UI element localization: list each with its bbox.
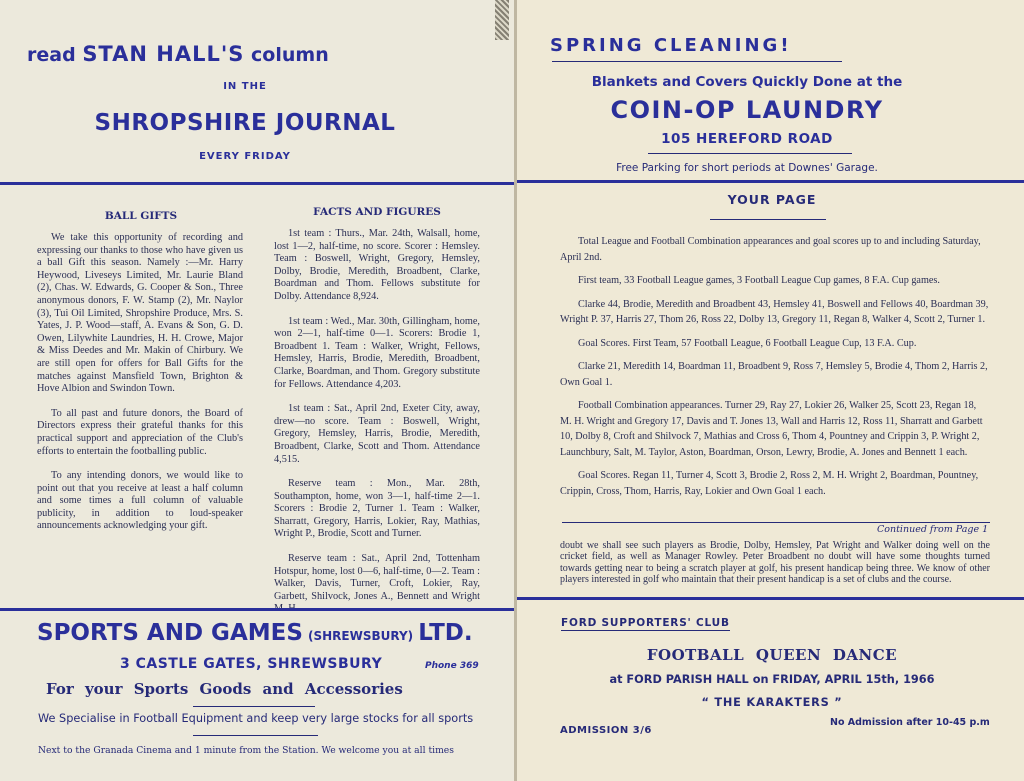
sports-ad-footer: Next to the Granada Cinema and 1 minute from the Station. We welcome you at all times — [38, 745, 454, 756]
match-report: 1st team : Thurs., Mar. 24th, Walsall, home, lost 1—2, half-time, no score. Scorer : Hemsley. Team : Boswell, Wright, Gregory, Hemsley, Dolby, Brodie, Meredith, Broadbent, Clarke, Boardman and Thom. Fellows substitute for Dolby. Attendance 8,924. — [274, 228, 480, 302]
stats-paragraph: Football Combination appearances. Turner 29, Ray 27, Lokier 26, Walker 25, Scott 23, Regan 18, M. H. Wright and Gregory 17, Davis and T. Jones 13, Wall and Harris 12, Ross 11, Sharratt and Garbett 10, Dolby 8, Croft and Shilvock 7, Mathias and Cross 6, Thom 4, Pountney and Crippin 3, P. Wright 2, Launchbury, Salt, M. Taylor, Aston, Boardman, Orson, Lewry, Brodie, A. Jones and Bennett 1 each. — [560, 400, 983, 458]
sports-ad-title — [37, 620, 473, 646]
facts-figures-article — [274, 228, 480, 628]
journal-column-text: column — [251, 44, 329, 66]
page-stain — [495, 0, 509, 40]
ball-gifts-article — [37, 232, 243, 545]
dance-band: “ THE KARAKTERS ” — [701, 696, 843, 709]
your-page-article — [560, 234, 990, 507]
divider — [710, 219, 826, 220]
stats-paragraph: Goal Scores. First Team, 57 Football League, 6 Football League Cup, 13 F.A. Cup. — [578, 337, 917, 349]
dance-admission: ADMISSION 3/6 — [560, 725, 652, 736]
stats-paragraph: Total League and Football Combination appearances and goal scores up to and including Saturday, April 2nd. — [560, 236, 981, 263]
divider — [193, 735, 318, 736]
sports-ad-specialise: We Specialise in Football Equipment and keep very large stocks for all sports — [38, 712, 474, 725]
laundry-line2: Blankets and Covers Quickly Done at the — [591, 74, 903, 90]
sports-ad-tagline: For your Sports Goods and Accessories — [46, 680, 403, 698]
dance-no-admission: No Admission after 10-45 p.m — [830, 717, 990, 728]
journal-ad-line1 — [27, 42, 329, 66]
stats-paragraph: Clarke 21, Meredith 14, Boardman 11, Broadbent 9, Ross 7, Hemsley 5, Brodie 4, Thom 2, Harris 2, Own Goal 1. — [560, 361, 988, 388]
ball-gifts-paragraph: To any intending donors, we would like to point out that you receive at least a half column and some times a full column of valuable publicity, in addition to loud-speaker announcements acknowledging your gift. — [37, 470, 243, 532]
stats-paragraph: Clarke 44, Brodie, Meredith and Broadbent 43, Hemsley 41, Boswell and Fellows 40, Boardman 39, Wright P. 37, Harris 27, Thom 26, Ross 22, Dolby 13, Gregory 11, Regan 8, Walker 4, Scott 2, Turner 1. — [560, 298, 989, 325]
ball-gifts-paragraph: We take this opportunity of recording and expressing our thanks to those who have given us a ball Gift this season. Namely :—Mr. Harry Heywood, Liveseys Limited, Mr. Laurie Bland (2), Chas. W. Edwards, G. Cooper & Son., Three anonymous donors, F. W. Stamp (2), Mr. Naylor (3), Tui Oil Limited, Shropshire Produce, Mrs. S. Yates, J. P. Wood—staff, A. Evans & Son, G. D. Owen, Lilywhite Laundries, H. H. Crowe, Major & Miss Deedes and Mr. Makin of Chirbury. We are still open for offers for Ball Gifts for the matches against Mansfield Town, Brighton & Hove Albion and Swindon Town. — [37, 232, 243, 395]
ball-gifts-paragraph: To all past and future donors, the Board of Directors express their grateful thanks for this practical support and appreciation of the Club's efforts to entertain the footballing public. — [37, 407, 243, 457]
match-report: Reserve team : Sat., April 2nd, Tottenham Hotspur, home, lost 0—6, half-time, 0—2. Team : Walker, Davis, Turner, Croft, Lokier, Ray, Garbett, Shilvock, Jones A., Bennett and Wright — [274, 553, 480, 602]
journal-every-friday: EVERY FRIDAY — [199, 151, 291, 162]
continued-text: doubt we shall see such players as Brodie, Dolby, Hemsley, Pat Wright and Walker doing well on the cricket field, as well as Manager Rowley. Peter Broadbent no doubt will have some thoughts turned towards getting near to being a scratch player at golf, his present handicap being three. We know of other players interested in golf who maintain that their present handicap is a set of clubs and the course. — [560, 540, 990, 585]
match-report: 1st team : Sat., April 2nd, Exeter City, away, drew—no score. Team : Boswell, Wright, Gregory, Hemsley, Harris, Brodie, Meredith, Broadbent, Clarke, Scott and Thom. Attendance 4,515. — [274, 403, 480, 465]
ball-gifts-heading: BALL GIFTS — [104, 210, 178, 222]
stats-paragraph: First team, 33 Football League games, 3 Football League Cup games, 8 F.A. Cup games. — [578, 275, 940, 286]
right-page — [517, 0, 1024, 781]
divider — [517, 597, 1024, 600]
sports-ad-ltd: LTD. — [418, 620, 473, 646]
sports-ad-name: SPORTS AND GAMES — [37, 620, 303, 646]
your-page-heading: YOUR PAGE — [727, 192, 817, 207]
dance-venue: at FORD PARISH HALL on FRIDAY, APRIL 15th, 1966 — [609, 673, 935, 686]
divider — [648, 153, 852, 154]
laundry-parking: Free Parking for short periods at Downes' Garage. — [616, 162, 878, 174]
journal-read-text: read — [27, 44, 76, 66]
divider — [552, 61, 842, 62]
journal-columnist: STAN HALL'S — [82, 42, 245, 66]
continued-label: Continued from Page 1 — [877, 524, 989, 535]
divider — [0, 608, 516, 611]
facts-figures-heading: FACTS AND FIGURES — [313, 206, 441, 218]
journal-in-the: IN THE — [223, 81, 267, 92]
divider — [517, 180, 1024, 183]
divider — [193, 706, 315, 707]
sports-ad-address: 3 CASTLE GATES, SHREWSBURY — [120, 656, 383, 672]
stats-paragraph: Goal Scores. Regan 11, Turner 4, Scott 3, Brodie 2, Ross 2, M. H. Wright 2, Boardman, Pountney, Crippin, Cross, Thom, Harris, Ray, Lokier and Own Goal 1 each. — [560, 470, 979, 497]
match-report: Reserve team : Mon., Mar. 28th, Southampton, home, won 3—1, half-time 2—1. Scorers : Brodie 2, Turner 1. Team : Walker, Sharratt, Gregory, Harris, Lokier, Ray, Mathias, Wright P., Brodie, Scott and Turner. — [274, 478, 480, 540]
divider — [0, 182, 516, 185]
divider — [562, 522, 990, 523]
journal-title: SHROPSHIRE JOURNAL — [94, 110, 396, 136]
match-report: 1st team : Wed., Mar. 30th, Gillingham, home, won 2—1, half-time 0—1. Scorers: Brodie 1, Broadbent 1. Team : Walker, Wright, Fellows, Hemsley, Harris, Brodie, Meredith, Broadbent, Clarke, Boardman, and Thom. Gregory substitute for Fellows. Attendance 4,203. — [274, 315, 480, 390]
laundry-headline: SPRING CLEANING! — [550, 35, 792, 56]
sports-ad-town: (SHREWSBURY) — [308, 629, 414, 643]
laundry-address: 105 HEREFORD ROAD — [661, 131, 833, 147]
laundry-title: COIN-OP LAUNDRY — [610, 96, 884, 124]
dance-club: FORD SUPPORTERS' CLUB — [561, 617, 730, 629]
sports-ad-phone: Phone 369 — [425, 661, 479, 671]
dance-title: FOOTBALL QUEEN DANCE — [646, 646, 898, 664]
